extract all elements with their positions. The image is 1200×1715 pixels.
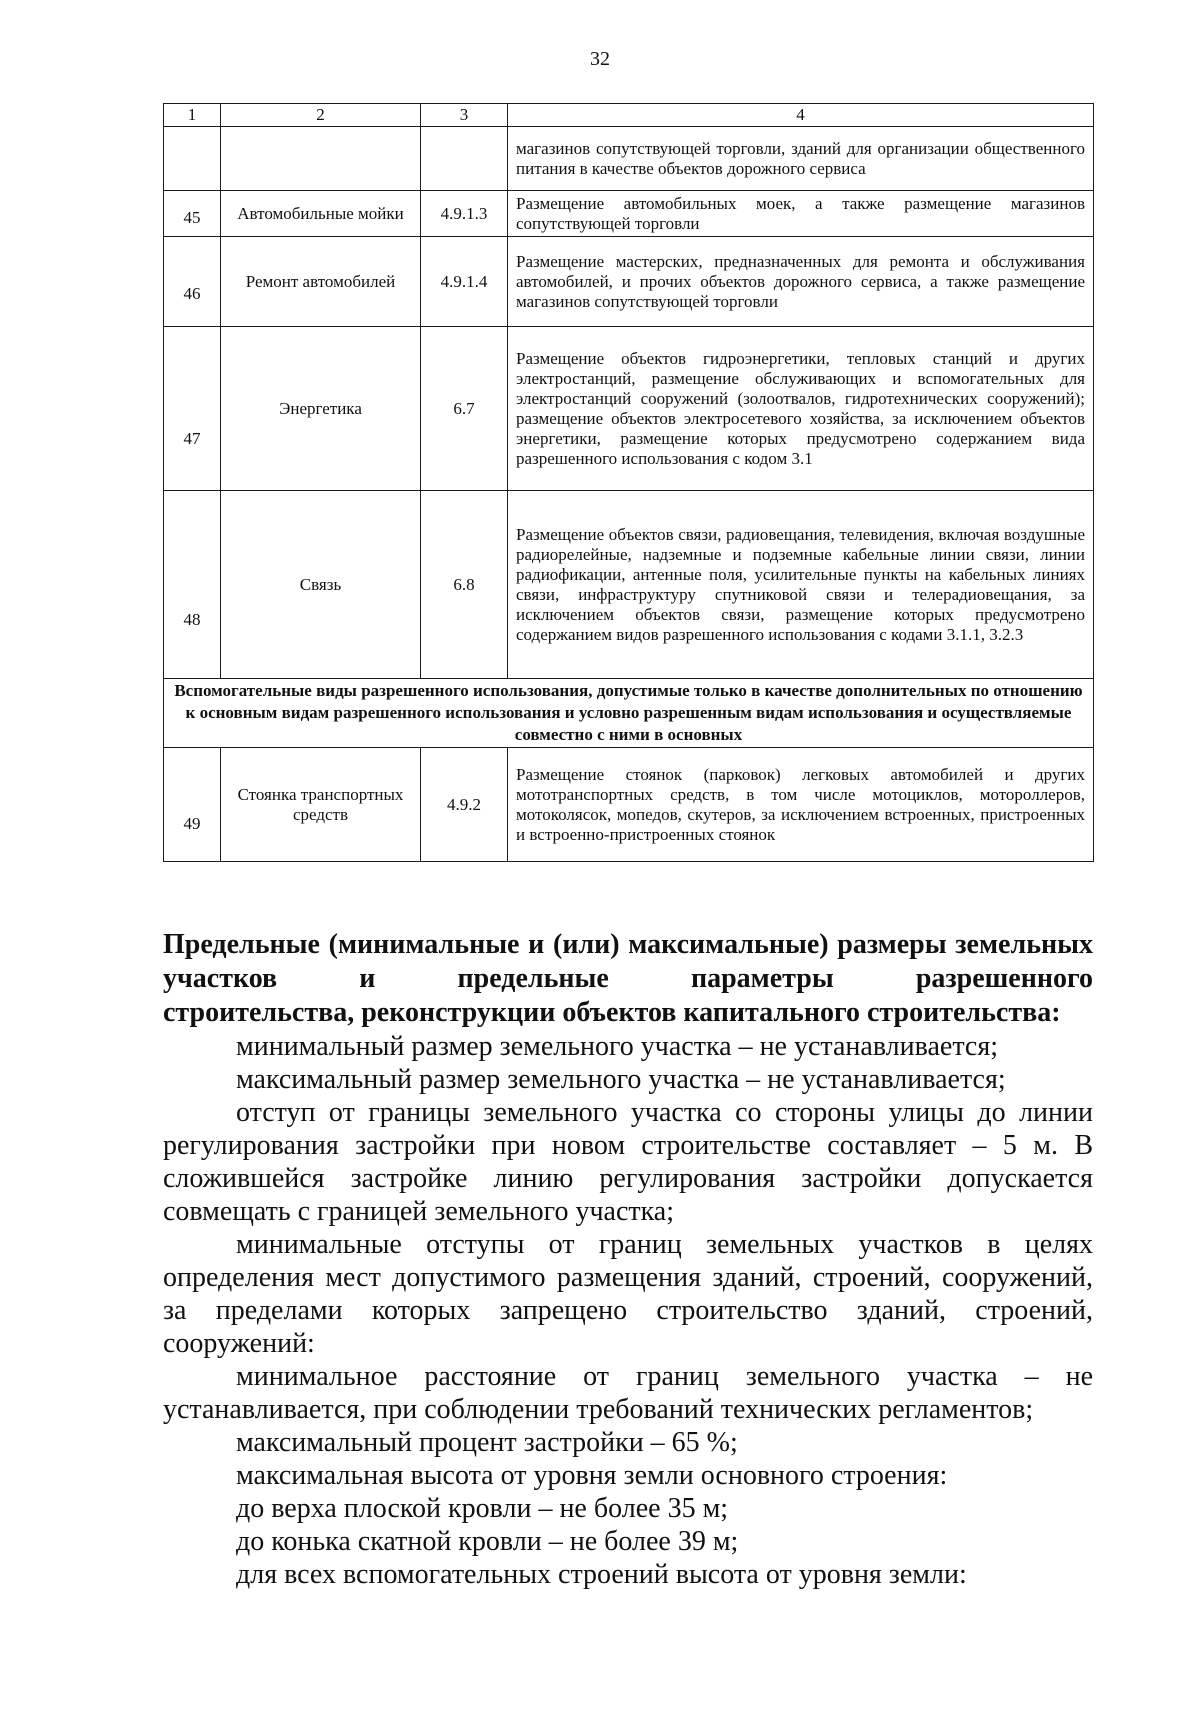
- use-type-code: 4.9.2: [421, 748, 508, 862]
- use-type-description: Размещение объектов гидроэнергетики, тепловых станций и других электростанций, размещение обслуживающих и вспомогательных для электростанций сооружений (золоотвалов, гидротехнических сооружений); размещение объектов электросетевого хозяйства, за исключением объектов энергетики, размещение которых предусмотрено содержанием вида разрешенного использования с кодом 3.1: [508, 327, 1094, 491]
- section-title-line: строительства, реконструкции объектов капитального строительства:: [163, 997, 1061, 1028]
- column-header: 2: [221, 104, 421, 127]
- use-type-name: Связь: [221, 491, 421, 679]
- column-header: 3: [421, 104, 508, 127]
- use-type-code: [421, 127, 508, 191]
- use-type-name: Автомобильные мойки: [221, 191, 421, 237]
- row-number: 49: [164, 748, 221, 862]
- paragraph: максимальный процент застройки – 65 %;: [236, 1427, 738, 1458]
- use-type-code: 6.8: [421, 491, 508, 679]
- use-type-name: Стоянка транспортных средств: [221, 748, 421, 862]
- paragraph: до верха плоской кровли – не более 35 м;: [236, 1493, 729, 1524]
- section-row: [164, 679, 1094, 748]
- paragraph: отступ от границы земельного участка со стороны улицы до линии регулирования застройки при новом строительстве составляет – 5 м. В сложившейся застройке линию регулирования застройки допускается совмещать с границей земельного участка;: [163, 1097, 1093, 1227]
- table-row: [164, 191, 1094, 237]
- paragraph: максимальный размер земельного участка – не устанавливается;: [236, 1064, 1006, 1095]
- paragraph: минимальный размер земельного участка – не устанавливается;: [236, 1031, 999, 1062]
- paragraph: минимальное расстояние от границ земельного участка – не устанавливается, при соблюдении требований технических регламентов;: [163, 1361, 1093, 1425]
- table-row: [164, 237, 1094, 327]
- use-type-description: магазинов сопутствующей торговли, зданий для организации общественного питания в качестве объектов дорожного сервиса: [508, 127, 1094, 191]
- table-row: [164, 127, 1094, 191]
- row-number: 45: [164, 191, 221, 237]
- page-number: 32: [590, 48, 610, 70]
- use-type-description: Размещение автомобильных моек, а также размещение магазинов сопутствующей торговли: [508, 191, 1094, 237]
- column-header: 4: [508, 104, 1094, 127]
- use-type-description: Размещение мастерских, предназначенных для ремонта и обслуживания автомобилей, и прочих объектов дорожного сервиса, а также размещение магазинов сопутствующей торговли: [508, 237, 1094, 327]
- use-type-description: Размещение стоянок (парковок) легковых автомобилей и других мототранспортных средств, в том числе мотоциклов, мотороллеров, мотоколясок, мопедов, скутеров, за исключением встроенных, пристроенных и встроенно-пристроенных стоянок: [508, 748, 1094, 862]
- row-number: [164, 127, 221, 191]
- column-header: 1: [164, 104, 221, 127]
- land-use-table: [163, 103, 1094, 862]
- paragraph: минимальные отступы от границ земельных участков в целях определения мест допустимого размещения зданий, строений, сооружений, за пределами которых запрещено строительство зданий, строений, сооружений:: [163, 1229, 1093, 1359]
- use-type-name: [221, 127, 421, 191]
- table-row: [164, 491, 1094, 679]
- paragraph: максимальная высота от уровня земли основного строения:: [236, 1460, 948, 1491]
- section-title-line: Предельные (минимальные и (или) максимальные) размеры земельных участков и предельные параметры разрешенного: [163, 929, 1093, 994]
- row-number: 48: [164, 491, 221, 679]
- use-type-name: Ремонт автомобилей: [221, 237, 421, 327]
- row-number: 47: [164, 327, 221, 491]
- regulations-text: [163, 1030, 1093, 1591]
- row-number: 46: [164, 237, 221, 327]
- table-row: [164, 748, 1094, 862]
- table-row: [164, 327, 1094, 491]
- use-type-code: 6.7: [421, 327, 508, 491]
- section-title: [163, 928, 1093, 1030]
- table-header-row: [164, 104, 1094, 127]
- use-type-name: Энергетика: [221, 327, 421, 491]
- use-type-description: Размещение объектов связи, радиовещания, телевидения, включая воздушные радиорелейные, надземные и подземные кабельные линии связи, линии радиофикации, антенные поля, усилительные пункты на кабельных линиях связи, инфраструктуру спутниковой связи и телерадиовещания, за исключением объектов связи, размещение которых предусмотрено содержанием видов разрешенного использования с кодами 3.1.1, 3.2.3: [508, 491, 1094, 679]
- use-type-code: 4.9.1.4: [421, 237, 508, 327]
- use-type-code: 4.9.1.3: [421, 191, 508, 237]
- paragraph: для всех вспомогательных строений высота от уровня земли:: [236, 1559, 967, 1590]
- section-heading: Вспомогательные виды разрешенного использования, допустимые только в качестве дополнительных по отношению к основным видам разрешенного использования и условно разрешенным видам использования и осуществляемые совместно с ними в основных: [164, 679, 1094, 748]
- paragraph: до конька скатной кровли – не более 39 м;: [236, 1526, 739, 1557]
